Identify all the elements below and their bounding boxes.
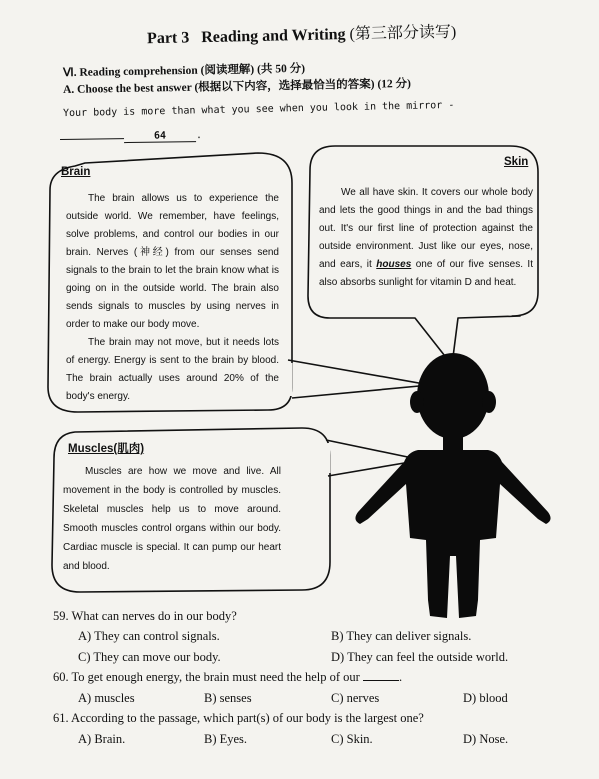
skin-paragraph — [319, 184, 533, 292]
brain-heading: Brain — [61, 166, 91, 178]
muscles-paragraph: Muscles are how we move and live. All movement in the body is controlled by muscles. Skeletal muscles help us to move around. Smooth muscles control organs within our body. Cardiac muscle is special. It can pump our heart and blood. — [63, 466, 281, 572]
brain-text — [66, 190, 279, 406]
question-61: 61. According to the passage, which part(s) of our body is the largest one? — [53, 711, 424, 725]
question-59: 59. What can nerves do in our body? — [53, 609, 237, 623]
q61-option-a[interactable]: A) Brain. — [78, 732, 126, 746]
q59-option-c[interactable]: C) They can move our body. — [78, 650, 221, 664]
q59-option-a[interactable]: A) They can control signals. — [78, 629, 220, 643]
q61-option-b[interactable]: B) Eyes. — [204, 732, 248, 746]
skin-text-part-2: one of our five senses. It also absorbs sunlight for vitamin D and heat. — [319, 259, 533, 288]
part-label: Part 3 — [146, 29, 190, 48]
section-title: Ⅵ. Reading comprehension (阅读理解) (共 50 分) — [62, 62, 306, 80]
part-title-text: Reading and Writing — [201, 26, 346, 47]
q60-option-a[interactable]: A) muscles — [78, 691, 135, 705]
question-60 — [53, 670, 402, 685]
q59-option-b[interactable]: B) They can deliver signals. — [331, 629, 472, 643]
question-60-period: . — [398, 670, 403, 684]
question-60-blank — [363, 680, 399, 681]
skin-heading: Skin — [504, 156, 529, 168]
brain-paragraph-1: The brain allows us to experience the outside world. We remember, have feelings, solve problems, and control our bodies in our brain. Nerves (神经) from our senses send signals to the brain to let the brain know what is going on in the outside world. The brain also sends signals to muscles by using nerves in order to make our body move. — [66, 193, 279, 330]
section-subtitle: A. Choose the best answer (根据以下内容，选择最恰当的答案) (12 分) — [62, 77, 412, 97]
skin-text-part-1: We all have skin. It covers our whole body and lets the good things in and the bad things out. It's our first line of protection against the outside environment. Just like our eyes, nose, and ears, it — [319, 187, 533, 270]
q60-option-b[interactable]: B) senses — [204, 691, 252, 705]
skin-text — [319, 184, 533, 292]
q61-option-c[interactable]: C) Skin. — [331, 732, 373, 746]
brain-paragraph-2: The brain may not move, but it needs lots of energy. Energy is sent to the brain by blood. The brain actually uses around 20% of the body's energy. — [66, 337, 279, 402]
q60-option-d[interactable]: D) blood — [463, 691, 508, 705]
blank-number: 64 — [124, 130, 196, 143]
part-title-cn: (第三部分读写) — [349, 23, 457, 43]
human-figure-icon — [355, 353, 550, 618]
muscles-heading: Muscles(肌肉) — [68, 443, 145, 455]
q59-option-d[interactable]: D) They can feel the outside world. — [331, 650, 509, 664]
q60-option-c[interactable]: C) nerves — [331, 691, 380, 705]
muscles-text — [63, 462, 281, 576]
blank-period: . — [195, 130, 203, 142]
intro-sentence: Your body is more than what you see when you look in the mirror - — [62, 99, 455, 120]
question-60-text: 60. To get enough energy, the brain must need the help of our — [53, 670, 360, 684]
q61-option-d[interactable]: D) Nose. — [463, 732, 509, 746]
skin-emphasis-word: houses — [376, 259, 412, 270]
